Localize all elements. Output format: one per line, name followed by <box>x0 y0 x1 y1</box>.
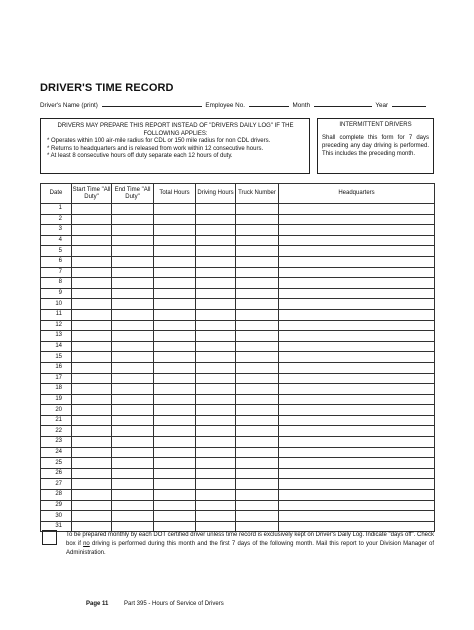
entry-cell[interactable] <box>196 458 236 469</box>
entry-cell[interactable] <box>72 426 112 437</box>
entry-cell[interactable] <box>72 214 112 225</box>
col-header-date: Date <box>41 184 72 204</box>
entry-cell[interactable] <box>236 235 279 246</box>
entry-cell[interactable] <box>236 447 279 458</box>
table-row <box>41 299 435 310</box>
entry-cell[interactable] <box>279 204 435 215</box>
table-row <box>41 490 435 501</box>
header-fields-row <box>40 100 428 109</box>
entry-cell[interactable] <box>112 235 154 246</box>
instructions-text <box>66 531 434 557</box>
entry-cell[interactable] <box>279 309 435 320</box>
entry-cell[interactable] <box>279 479 435 490</box>
entry-cell[interactable] <box>154 320 196 331</box>
date-cell: 5 <box>41 246 72 257</box>
table-row <box>41 426 435 437</box>
entry-cell[interactable] <box>154 405 196 416</box>
entry-cell[interactable] <box>196 373 236 384</box>
col-header-start-time: Start Time "All Duty" <box>72 184 112 204</box>
table-row <box>41 246 435 257</box>
entry-cell[interactable] <box>236 278 279 289</box>
entry-cell[interactable] <box>154 479 196 490</box>
entry-cell[interactable] <box>236 362 279 373</box>
entry-cell[interactable] <box>196 214 236 225</box>
date-cell: 7 <box>41 267 72 278</box>
date-cell: 21 <box>41 415 72 426</box>
entry-cell[interactable] <box>72 511 112 522</box>
entry-cell[interactable] <box>279 458 435 469</box>
entry-cell[interactable] <box>279 426 435 437</box>
entry-cell[interactable] <box>236 394 279 405</box>
entry-cell[interactable] <box>72 278 112 289</box>
entry-cell[interactable] <box>236 246 279 257</box>
entry-cell[interactable] <box>154 341 196 352</box>
entry-cell[interactable] <box>236 511 279 522</box>
date-cell: 3 <box>41 225 72 236</box>
entry-cell[interactable] <box>196 246 236 257</box>
entry-cell[interactable] <box>154 235 196 246</box>
entry-cell[interactable] <box>236 500 279 511</box>
entry-cell[interactable] <box>236 267 279 278</box>
entry-cell[interactable] <box>154 437 196 448</box>
table-row <box>41 352 435 363</box>
entry-cell[interactable] <box>196 394 236 405</box>
entry-cell[interactable] <box>236 479 279 490</box>
entry-cell[interactable] <box>236 204 279 215</box>
entry-cell[interactable] <box>196 267 236 278</box>
year-field[interactable] <box>392 100 426 107</box>
entry-cell[interactable] <box>112 256 154 267</box>
entry-cell[interactable] <box>154 278 196 289</box>
entry-cell[interactable] <box>154 288 196 299</box>
table-row <box>41 458 435 469</box>
entry-cell[interactable] <box>196 331 236 342</box>
entry-cell[interactable] <box>196 299 236 310</box>
no-driving-checkbox[interactable] <box>42 530 57 545</box>
entry-cell[interactable] <box>154 468 196 479</box>
entry-cell[interactable] <box>196 235 236 246</box>
table-row <box>41 511 435 522</box>
entry-cell[interactable] <box>72 246 112 257</box>
entry-cell[interactable] <box>279 500 435 511</box>
entry-cell[interactable] <box>154 246 196 257</box>
entry-cell[interactable] <box>196 204 236 215</box>
table-row <box>41 373 435 384</box>
entry-cell[interactable] <box>72 235 112 246</box>
table-row <box>41 267 435 278</box>
date-cell: 28 <box>41 490 72 501</box>
entry-cell[interactable] <box>196 362 236 373</box>
entry-cell[interactable] <box>112 288 154 299</box>
entry-cell[interactable] <box>236 225 279 236</box>
instructions-part-1: To be prepared monthly by each DOT certified driver unless time record is exclusively kept on Driver's Daily Log. Indicate "days off". Check box if <box>66 532 435 547</box>
entry-cell[interactable] <box>196 225 236 236</box>
entry-cell[interactable] <box>112 437 154 448</box>
table-row <box>41 437 435 448</box>
entry-cell[interactable] <box>112 511 154 522</box>
entry-cell[interactable] <box>154 362 196 373</box>
entry-cell[interactable] <box>112 405 154 416</box>
entry-cell[interactable] <box>279 331 435 342</box>
entry-cell[interactable] <box>72 384 112 395</box>
entry-cell[interactable] <box>196 426 236 437</box>
entry-cell[interactable] <box>154 415 196 426</box>
entry-cell[interactable] <box>154 511 196 522</box>
entry-cell[interactable] <box>154 214 196 225</box>
entry-cell[interactable] <box>154 204 196 215</box>
year-label: Year <box>375 102 389 109</box>
entry-cell[interactable] <box>112 500 154 511</box>
entry-cell[interactable] <box>112 458 154 469</box>
instructions-part-2: driving is performed during this month and the first 7 days of the following month. Mail this report to your Division Manager of Administration. <box>66 540 434 556</box>
page-number: Page 11 <box>86 601 109 607</box>
entry-cell[interactable] <box>112 267 154 278</box>
entry-cell[interactable] <box>154 458 196 469</box>
date-cell: 31 <box>41 521 72 532</box>
entry-cell[interactable] <box>236 299 279 310</box>
entry-cell[interactable] <box>72 468 112 479</box>
entry-cell[interactable] <box>154 394 196 405</box>
date-cell: 2 <box>41 214 72 225</box>
entry-cell[interactable] <box>196 447 236 458</box>
entry-cell[interactable] <box>154 384 196 395</box>
entry-cell[interactable] <box>112 447 154 458</box>
entry-cell[interactable] <box>279 235 435 246</box>
entry-cell[interactable] <box>196 256 236 267</box>
entry-cell[interactable] <box>279 415 435 426</box>
eligibility-bullet: * Operates within 100 air-mile radius for CDL or 150 mile radius for non CDL drivers. <box>47 138 271 144</box>
entry-cell[interactable] <box>112 320 154 331</box>
table-header-row <box>41 184 435 204</box>
page-reference: Part 395 - Hours of Service of Drivers <box>124 601 224 607</box>
entry-cell[interactable] <box>279 352 435 363</box>
entry-cell[interactable] <box>72 309 112 320</box>
eligibility-bullet: * At least 8 consecutive hours off duty separate each 12 hours of duty. <box>47 153 233 160</box>
entry-cell[interactable] <box>154 331 196 342</box>
entry-cell[interactable] <box>236 256 279 267</box>
date-cell: 1 <box>41 204 72 215</box>
entry-cell[interactable] <box>196 511 236 522</box>
entry-cell[interactable] <box>154 256 196 267</box>
entry-cell[interactable] <box>72 479 112 490</box>
intermittent-header: INTERMITTENT DRIVERS <box>339 122 412 128</box>
date-cell: 14 <box>41 341 72 352</box>
entry-cell[interactable] <box>196 479 236 490</box>
entry-cell[interactable] <box>154 426 196 437</box>
table-row <box>41 278 435 289</box>
intermittent-drivers-box <box>317 118 434 174</box>
entry-cell[interactable] <box>236 490 279 501</box>
entry-cell[interactable] <box>112 299 154 310</box>
entry-cell[interactable] <box>72 225 112 236</box>
entry-cell[interactable] <box>279 267 435 278</box>
entry-cell[interactable] <box>154 225 196 236</box>
date-cell: 9 <box>41 288 72 299</box>
entry-cell[interactable] <box>236 426 279 437</box>
entry-cell[interactable] <box>72 458 112 469</box>
entry-cell[interactable] <box>279 278 435 289</box>
entry-cell[interactable] <box>196 490 236 501</box>
table-row <box>41 235 435 246</box>
entry-cell[interactable] <box>112 214 154 225</box>
date-cell: 10 <box>41 299 72 310</box>
entry-cell[interactable] <box>236 405 279 416</box>
entry-cell[interactable] <box>154 267 196 278</box>
entry-cell[interactable] <box>196 384 236 395</box>
entry-cell[interactable] <box>196 500 236 511</box>
col-header-headquarters: Headquarters <box>279 184 435 204</box>
entry-cell[interactable] <box>279 256 435 267</box>
table-row <box>41 309 435 320</box>
col-header-truck-number: Truck Number <box>236 184 279 204</box>
table-row <box>41 405 435 416</box>
time-record-table <box>40 183 435 532</box>
entry-cell[interactable] <box>196 309 236 320</box>
date-cell: 29 <box>41 500 72 511</box>
date-cell: 30 <box>41 511 72 522</box>
entry-cell[interactable] <box>72 267 112 278</box>
entry-cell[interactable] <box>72 437 112 448</box>
entry-cell[interactable] <box>236 458 279 469</box>
entry-cell[interactable] <box>236 331 279 342</box>
entry-cell[interactable] <box>279 468 435 479</box>
entry-cell[interactable] <box>196 437 236 448</box>
date-cell: 26 <box>41 468 72 479</box>
entry-cell[interactable] <box>112 415 154 426</box>
date-cell: 19 <box>41 394 72 405</box>
entry-cell[interactable] <box>236 214 279 225</box>
entry-cell[interactable] <box>72 394 112 405</box>
entry-cell[interactable] <box>279 341 435 352</box>
entry-cell[interactable] <box>112 341 154 352</box>
date-cell: 24 <box>41 447 72 458</box>
entry-cell[interactable] <box>236 309 279 320</box>
table-row <box>41 415 435 426</box>
entry-cell[interactable] <box>154 352 196 363</box>
date-cell: 16 <box>41 362 72 373</box>
entry-cell[interactable] <box>72 288 112 299</box>
table-row <box>41 256 435 267</box>
instructions-no: no <box>83 540 90 547</box>
entry-cell[interactable] <box>196 278 236 289</box>
entry-cell[interactable] <box>196 415 236 426</box>
date-cell: 11 <box>41 309 72 320</box>
entry-cell[interactable] <box>112 490 154 501</box>
entry-cell[interactable] <box>112 331 154 342</box>
date-cell: 23 <box>41 437 72 448</box>
entry-cell[interactable] <box>112 278 154 289</box>
entry-cell[interactable] <box>196 288 236 299</box>
table-row <box>41 288 435 299</box>
entry-cell[interactable] <box>112 309 154 320</box>
intermittent-text: Shall complete this form for 7 days preceding any day driving is performed. This includes the preceding month. <box>322 135 429 157</box>
entry-cell[interactable] <box>72 331 112 342</box>
entry-cell[interactable] <box>112 394 154 405</box>
entry-cell[interactable] <box>154 447 196 458</box>
date-cell: 8 <box>41 278 72 289</box>
entry-cell[interactable] <box>236 352 279 363</box>
entry-cell[interactable] <box>196 352 236 363</box>
col-header-end-time: End Time "All Duty" <box>112 184 154 204</box>
entry-cell[interactable] <box>112 352 154 363</box>
entry-cell[interactable] <box>72 373 112 384</box>
entry-cell[interactable] <box>196 341 236 352</box>
date-cell: 13 <box>41 331 72 342</box>
col-header-total-hours: Total Hours <box>154 184 196 204</box>
entry-cell[interactable] <box>279 490 435 501</box>
driver-name-label: Driver's Name (print) <box>40 102 98 109</box>
entry-cell[interactable] <box>236 341 279 352</box>
date-cell: 18 <box>41 384 72 395</box>
entry-cell[interactable] <box>72 352 112 363</box>
entry-cell[interactable] <box>196 320 236 331</box>
entry-cell[interactable] <box>112 426 154 437</box>
entry-cell[interactable] <box>72 500 112 511</box>
table-body <box>41 204 435 532</box>
entry-cell[interactable] <box>236 468 279 479</box>
entry-cell[interactable] <box>72 362 112 373</box>
table-row <box>41 225 435 236</box>
col-header-driving-hours: Driving Hours <box>196 184 236 204</box>
entry-cell[interactable] <box>236 437 279 448</box>
date-cell: 6 <box>41 256 72 267</box>
entry-cell[interactable] <box>72 447 112 458</box>
form-title: DRIVER'S TIME RECORD <box>40 82 174 94</box>
entry-cell[interactable] <box>279 214 435 225</box>
date-cell: 22 <box>41 426 72 437</box>
entry-cell[interactable] <box>236 288 279 299</box>
entry-cell[interactable] <box>112 384 154 395</box>
employee-no-label: Employee No. <box>205 102 245 109</box>
entry-cell[interactable] <box>196 468 236 479</box>
entry-cell[interactable] <box>72 204 112 215</box>
entry-cell[interactable] <box>112 225 154 236</box>
table-row <box>41 394 435 405</box>
month-label: Month <box>292 102 310 109</box>
entry-cell[interactable] <box>279 437 435 448</box>
entry-cell[interactable] <box>154 299 196 310</box>
entry-cell[interactable] <box>154 309 196 320</box>
entry-cell[interactable] <box>112 479 154 490</box>
entry-cell[interactable] <box>72 299 112 310</box>
eligibility-bullet: * Returns to headquarters and is released from work within 12 consecutive hours. <box>47 145 264 152</box>
entry-cell[interactable] <box>279 447 435 458</box>
entry-cell[interactable] <box>279 384 435 395</box>
entry-cell[interactable] <box>279 225 435 236</box>
entry-cell[interactable] <box>112 468 154 479</box>
entry-cell[interactable] <box>279 246 435 257</box>
table-row <box>41 331 435 342</box>
entry-cell[interactable] <box>236 320 279 331</box>
entry-cell[interactable] <box>112 362 154 373</box>
eligibility-box <box>40 118 310 174</box>
date-cell: 20 <box>41 405 72 416</box>
entry-cell[interactable] <box>279 288 435 299</box>
entry-cell[interactable] <box>236 415 279 426</box>
entry-cell[interactable] <box>279 362 435 373</box>
date-cell: 12 <box>41 320 72 331</box>
entry-cell[interactable] <box>112 246 154 257</box>
entry-cell[interactable] <box>112 204 154 215</box>
table-row <box>41 214 435 225</box>
entry-cell[interactable] <box>279 320 435 331</box>
date-cell: 27 <box>41 479 72 490</box>
table-row <box>41 320 435 331</box>
entry-cell[interactable] <box>72 256 112 267</box>
date-cell: 25 <box>41 458 72 469</box>
entry-cell[interactable] <box>154 373 196 384</box>
entry-cell[interactable] <box>279 394 435 405</box>
driver-name-field[interactable] <box>102 100 202 107</box>
entry-cell[interactable] <box>279 299 435 310</box>
date-cell: 4 <box>41 235 72 246</box>
entry-cell[interactable] <box>112 373 154 384</box>
entry-cell[interactable] <box>72 405 112 416</box>
entry-cell[interactable] <box>279 511 435 522</box>
date-cell: 17 <box>41 373 72 384</box>
date-cell: 15 <box>41 352 72 363</box>
entry-cell[interactable] <box>72 415 112 426</box>
table-row <box>41 500 435 511</box>
entry-cell[interactable] <box>154 490 196 501</box>
table-row <box>41 362 435 373</box>
entry-cell[interactable] <box>236 384 279 395</box>
entry-cell[interactable] <box>196 405 236 416</box>
entry-cell[interactable] <box>72 341 112 352</box>
entry-cell[interactable] <box>279 373 435 384</box>
table-row <box>41 341 435 352</box>
employee-no-field[interactable] <box>249 100 289 107</box>
table-row <box>41 204 435 215</box>
eligibility-header: DRIVERS MAY PREPARE THIS REPORT INSTEAD OF "DRIVERS DAILY LOG" IF THE FOLLOWING APPLIES: <box>57 123 294 137</box>
entry-cell[interactable] <box>72 320 112 331</box>
entry-cell[interactable] <box>72 490 112 501</box>
entry-cell[interactable] <box>236 373 279 384</box>
table-row <box>41 384 435 395</box>
table-row <box>41 468 435 479</box>
entry-cell[interactable] <box>154 500 196 511</box>
entry-cell[interactable] <box>279 405 435 416</box>
month-field[interactable] <box>314 100 372 107</box>
table-row <box>41 447 435 458</box>
table-row <box>41 479 435 490</box>
